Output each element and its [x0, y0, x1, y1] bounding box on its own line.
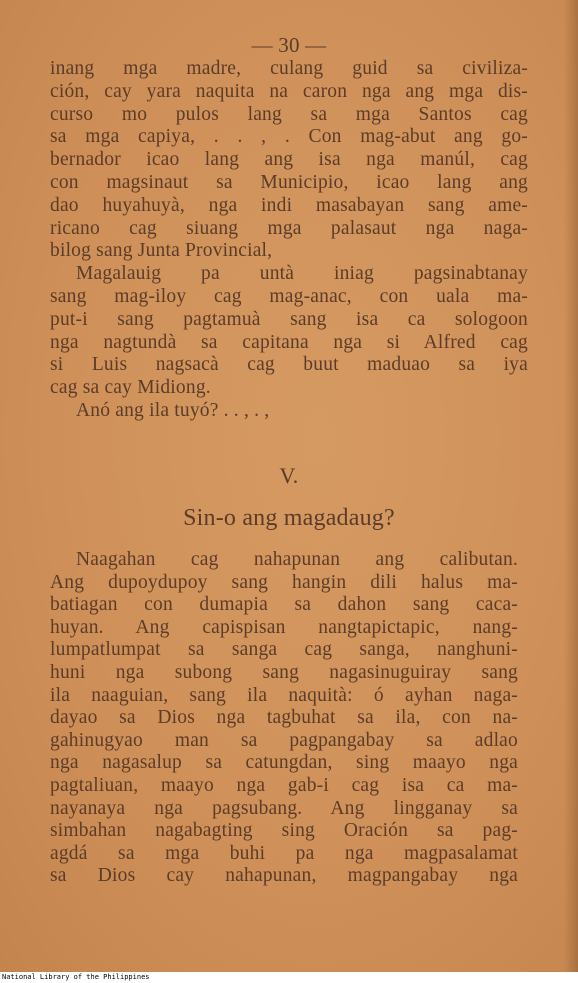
text-line: si Luis nagsacà cag buut maduao sa iya: [50, 354, 528, 376]
text-line: Magalauig pa untà iniag pagsinabtanay: [76, 263, 528, 285]
text-line: pagtaliuan, maayo nga gab-i cag isa ca ma-: [50, 774, 518, 796]
text-line: Ang dupoydupoy sang hangin dili halus ma-: [50, 571, 518, 593]
text-line: bilog sang Junta Provincial,: [50, 240, 273, 262]
text-line: dayao sa Dios nga tagbuhat sa ila, con na-: [50, 707, 518, 729]
text-line: nayanaya nga pagsubang. Ang lingganay sa: [50, 797, 518, 819]
text-line: huni nga subong sang nagasinuguiray sang: [50, 661, 518, 683]
text-line: sang mag-iloy cag mag-anac, con uala ma-: [50, 285, 528, 307]
text-line: batiagan con dumapia sa dahon sang caca-: [50, 594, 518, 616]
section-title: Sin-o ang magadaug?: [183, 505, 395, 531]
text-line: sa mga capiya, . . , . Con mag-abut ang go-: [50, 126, 528, 148]
text-line: con magsinaut sa Municipio, icao lang ang: [50, 171, 528, 193]
text-line: Naagahan cag nahapunan ang calibutan.: [76, 549, 518, 570]
text-line: Anó ang ila tuyó? . . , . ,: [76, 399, 270, 421]
text-line: inang mga madre, culang guid sa civiliza-: [50, 58, 528, 79]
text-line: nga nagasalup sa catungdan, sing maayo nga: [50, 752, 518, 774]
text-line: cag sa cay Midiong.: [50, 377, 211, 399]
text-line: huyan. Ang capispisan nangtapictapic, nang-: [50, 616, 518, 638]
library-credit: National Library of the Philippines: [2, 973, 150, 981]
text-line: dao huyahuyà, nga indi masabayan sang ame-: [50, 194, 528, 216]
text-line: sa Dios cay nahapunan, magpangabay nga: [50, 865, 518, 887]
text-line: nga nagtundà sa capitana nga si Alfred cag: [50, 331, 528, 353]
text-line: gahinugyao man sa pagpangabay sa adlao: [50, 729, 518, 751]
text-line: curso mo pulos lang sa mga Santos cag: [50, 103, 528, 125]
text-line: bernador icao lang ang isa nga manúl, cag: [50, 149, 528, 171]
text-line: ricano cag siuang mga palasaut nga naga-: [50, 217, 528, 239]
text-line: simbahan nagabagting sing Oración sa pag-: [50, 820, 518, 842]
body-text-top: [50, 58, 528, 423]
section-number: V.: [279, 463, 299, 488]
page-number: — 30 —: [251, 33, 327, 57]
text-line: ila naaguian, sang ila naquità: ó ayhan naga-: [50, 684, 518, 706]
body-text-bottom: [50, 549, 518, 888]
text-line: agdá sa mga buhi pa nga magpasalamat: [50, 842, 518, 864]
text-line: ción, cay yara naquita na caron nga ang mga dis-: [50, 80, 528, 102]
text-line: lumpatlumpat sa sanga cag sanga, nanghuni-: [50, 639, 518, 661]
text-line: put-i sang pagtamuà sang isa ca sologoon: [50, 308, 528, 330]
